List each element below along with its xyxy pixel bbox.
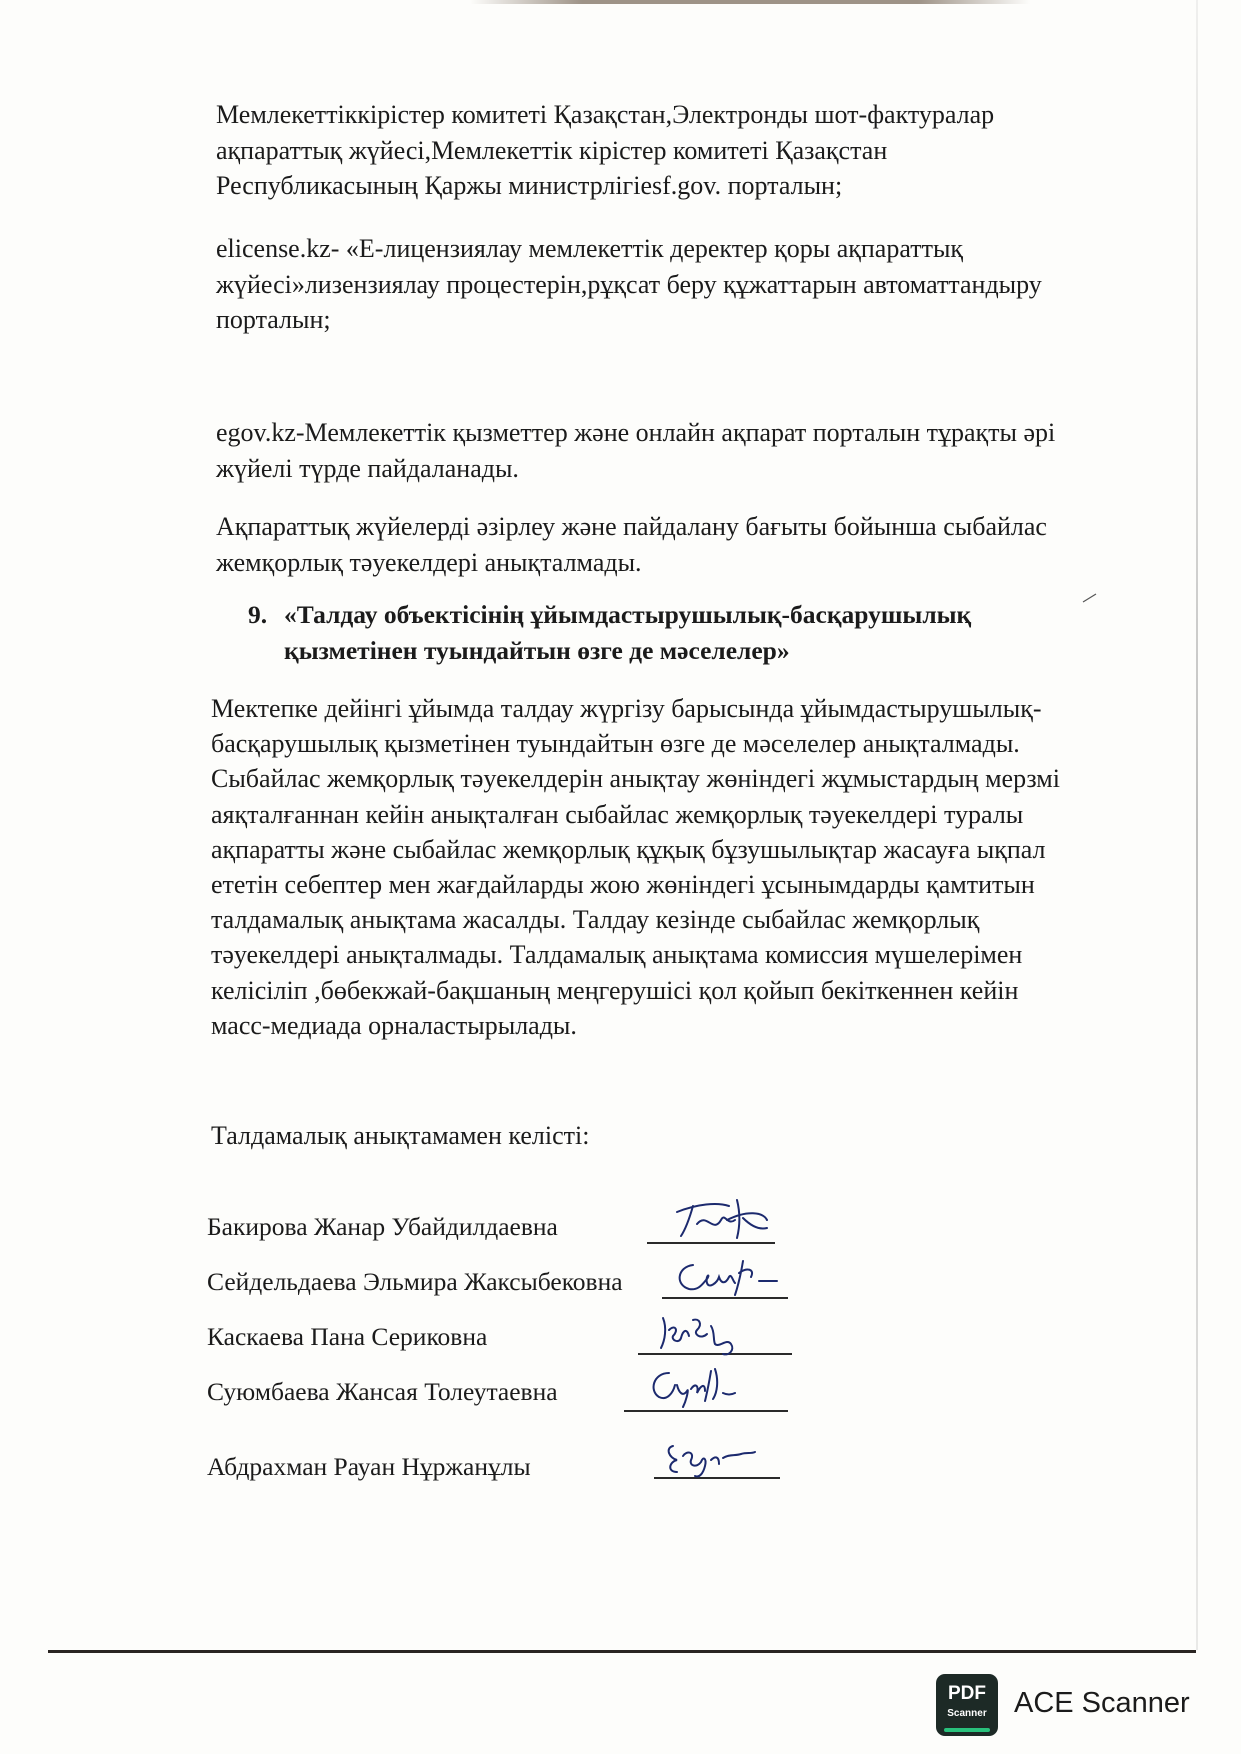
text-line: масс-медиада орналастырылады. (211, 1010, 577, 1040)
logo-accent-bar (944, 1728, 990, 1732)
signatory-row (207, 1452, 807, 1492)
signatory-row (207, 1212, 807, 1252)
scan-mark (1082, 592, 1098, 604)
text-line: жүйесі»лизензиялау процестерін,рұқсат беру құжаттарын автоматтандыру (216, 269, 1042, 299)
signatory-row (207, 1267, 807, 1307)
text-line: басқарушылық қызметінен туындайтын өзге де мәселелер анықталмады. (211, 729, 1020, 759)
text-line: egov.kz-Мемлекеттік қызметтер және онлайн ақпарат порталын тұрақты әрі (216, 418, 1056, 447)
text-line: қызметінен туындайтын өзге де мәселелер» (284, 635, 790, 665)
signatory-name: Сейдельдаева Эльмира Жаксыбековна (207, 1267, 623, 1296)
signatory-name: Абдрахман Рауан Нұржанұлы (207, 1452, 531, 1481)
paragraph-egov (216, 415, 1055, 486)
app-name: ACE Scanner (1014, 1687, 1190, 1719)
handwritten-signature (653, 1310, 763, 1360)
text-line: Мектепке дейінгі ұйымда талдау жүргізу барысында ұйымдастырушылық- (211, 694, 1042, 723)
text-line: elicense.kz- «Е-лицензиялау мемлекеттік деректер қоры ақпараттық (216, 234, 964, 263)
text-line: порталын; (216, 305, 331, 334)
page-right-edge (1196, 0, 1198, 1650)
handwritten-signature (669, 1255, 789, 1301)
paragraph-findings (211, 691, 1060, 1043)
text-line: ақпаратты және сыбайлас жемқорлық құқық бұзушылықтар жасауға ықпал (211, 834, 1046, 864)
text-line: Мемлекеттіккірістер комитеті Қазақстан,Электронды шот-фактуралар (216, 100, 995, 129)
text-line: Сыбайлас жемқорлық тәуекелдерін анықтау жөніндегі жұмыстардың мерзмі (211, 764, 1060, 794)
signatory-name: Бакирова Жанар Убайдилдаевна (207, 1212, 558, 1241)
text-line: тәуекелдері анықталмады. Талдамалық анықтама комиссия мүшелерімен (211, 940, 1023, 970)
logo-text: PDF (948, 1683, 986, 1704)
text-line: жүйелі түрде пайдаланады. (216, 453, 519, 483)
text-line: келісіліп ,бөбекжай-бақшаның меңгерушісі қол қойып бекіткеннен кейін (211, 975, 1019, 1005)
handwritten-signature (655, 1438, 765, 1482)
section-title (284, 597, 971, 668)
signatory-row (207, 1322, 807, 1362)
approval-label: Талдамалық анықтамамен келісті: (211, 1121, 590, 1150)
scanner-watermark (936, 1672, 1236, 1736)
text-line: Республикасының Қаржы министрлігіesf.gov. порталын; (216, 171, 843, 200)
text-line: Ақпараттық жүйелерді әзірлеу және пайдалану бағыты бойынша сыбайлас (216, 512, 1047, 541)
paragraph-conclusion (216, 509, 1047, 580)
handwritten-signature (639, 1363, 759, 1415)
signatory-name: Суюмбаева Жансая Толеутаевна (207, 1377, 558, 1406)
handwritten-signature (667, 1190, 777, 1246)
page-bottom-edge (48, 1650, 1196, 1653)
text-line: «Талдау объектісінің ұйымдастырушылық-басқарушылық (284, 600, 972, 629)
text-line: талдамалық анықтама жасалды. Талдау кезінде сыбайлас жемқорлық (211, 905, 980, 935)
paragraph-esf-portal (216, 97, 994, 204)
logo-subtext: Scanner (947, 1708, 987, 1719)
text-line: жемқорлық тәуекелдері анықталмады. (216, 547, 642, 577)
section-number: 9. (248, 600, 268, 629)
page-top-edge (470, 0, 1030, 4)
paragraph-elicense (216, 231, 1042, 338)
text-line: ақпараттық жүйесі,Мемлекеттік кірістер комитеті Қазақстан (216, 135, 888, 165)
text-line: ететін себептер мен жағдайларды жою жөніндегі ұсынымдарды қамтитын (211, 870, 1035, 900)
signatory-row (207, 1377, 807, 1417)
pdf-scanner-logo (936, 1674, 998, 1736)
text-line: аяқталғаннан кейін анықталған сыбайлас жемқорлық тәуекелдері туралы (211, 799, 1024, 829)
signatory-name: Каскаева Пана Сериковна (207, 1322, 488, 1351)
